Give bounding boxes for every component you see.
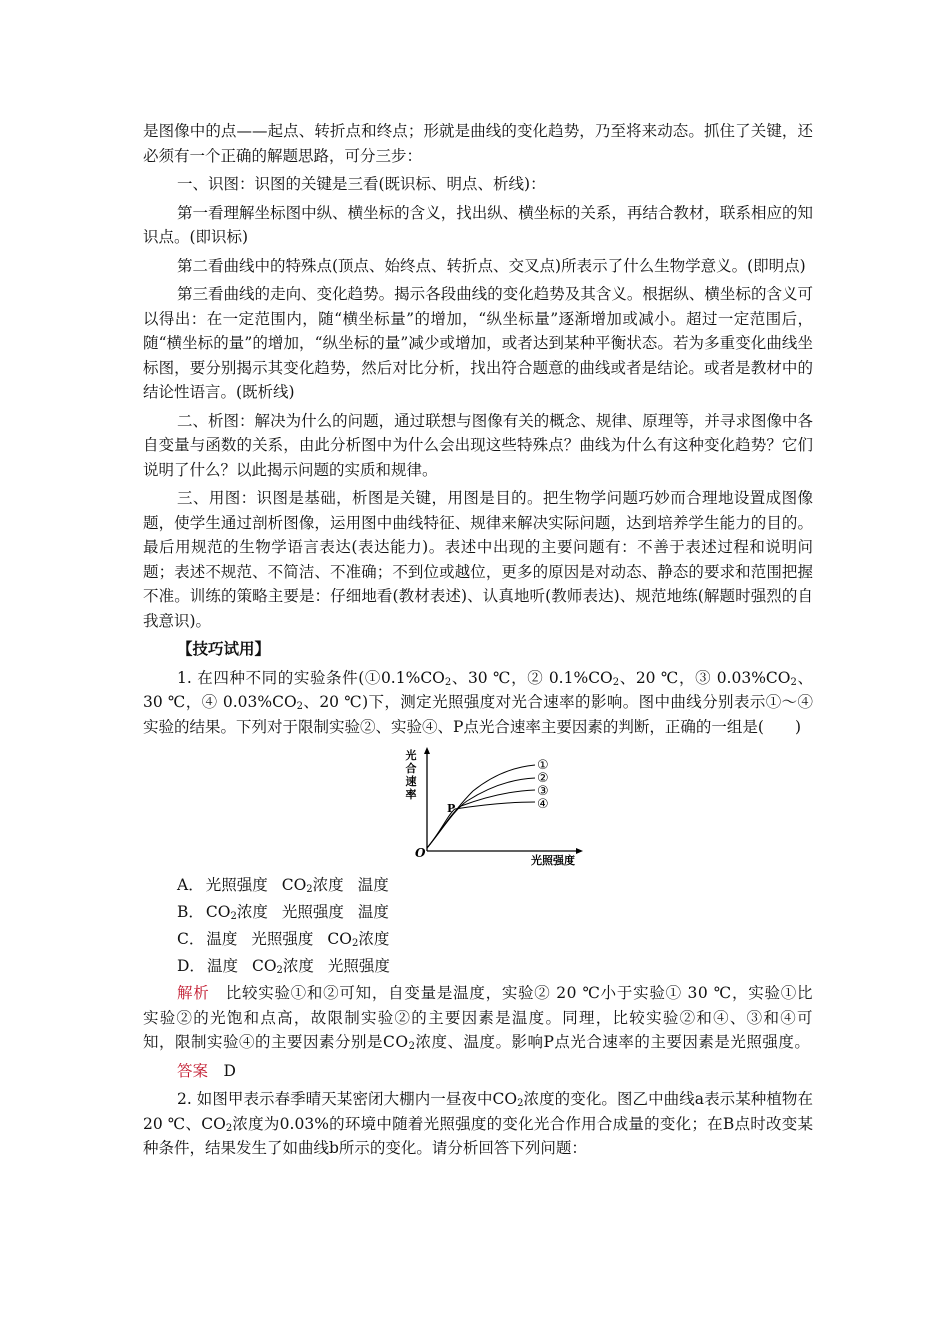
y-axis-label-char-4: 率 (405, 788, 417, 801)
question-1: 1. 在四种不同的实验条件($①0.1\%CO_2$、30 ℃，② $0.1\%CO_2$、20 ℃，③ $0.03\%CO_2$、30 ℃，④ $0.03\%CO_2$、20 ℃)下，测定光照强度对光合速率的影响。图中曲线分别表示①～④实验的结果。下列对于限制实验②、实验④、P点光合速率主要因素的判断，正确的一组是( ) (143, 668, 813, 736)
paragraph-third-look: 第三看曲线的走向、变化趋势。揭示各段曲线的变化趋势及其含义。根据纵、横坐标的含义可以得出：在一定范围内，随“横坐标量”的增加，“纵坐标量”逐渐增加或减小。超过一定范围后，随“横坐标的量”的增加，“纵坐标的量”减少或增加，或者达到某种平衡状态。若为多重变化曲线坐标图，要分别揭示其变化趋势，然后对比分析，找出符合题意的曲线或者是结论。或者是教材中的结论性语言。(既析线) (143, 285, 813, 401)
y-axis-label-char-2: 合 (405, 762, 417, 775)
x-axis-label: 光照强度 (531, 854, 575, 867)
curve-3 (427, 790, 535, 848)
analysis: 解析 比较实验①和②可知，自变量是温度，实验② 20 ℃小于实验① 30 ℃，实验①比实验②的光饱和点高，故限制实验②的主要因素是温度。同理，比较实验②和④、③和④可知，限制实验④的主要因素分别是$CO_2$浓度、温度。影响P点光合速率的主要因素是光照强度。 (143, 984, 813, 1052)
analysis-label: 解析 (177, 984, 210, 1002)
light-rate-graph (393, 745, 593, 867)
curve-label-2: ② (537, 771, 549, 786)
paragraph-second-look: 第二看曲线中的特殊点(顶点、始终点、转折点、交叉点)所表示了什么生物学意义。(即明点) (177, 256, 806, 275)
document-page (143, 119, 813, 1165)
curve-4 (427, 802, 535, 848)
y-axis-arrow (424, 747, 430, 754)
answer-label: 答案 (177, 1061, 209, 1080)
option-a: A． 光照强度 $CO_2$浓度 温度 (177, 876, 389, 895)
y-axis-label-char-3: 速 (405, 775, 417, 788)
point-p-label: P (447, 802, 456, 815)
option-c: C． 温度 光照强度 $CO_2$浓度 (177, 930, 390, 949)
answer: 答案 D (177, 1061, 236, 1080)
paragraph-intro: 是图像中的点——起点、转折点和终点；形就是曲线的变化趋势，乃至将来动态。抓住了关键，还必须有一个正确的解题思路，可分三步： (143, 122, 813, 165)
paragraph-step-one: 一、识图：识图的关键是三看(既识标、明点、析线)： (177, 175, 546, 193)
origin-label: O (415, 846, 426, 860)
curve-label-4: ④ (537, 797, 549, 812)
section-heading: 【技巧试用】 (177, 639, 271, 658)
question-2: 2. 如图甲表示春季晴天某密闭大棚内一昼夜中$CO_2$浓度的变化。图乙中曲线a表示某种植物在20 ℃、$CO_2$浓度为0.03%的环境中随着光照强度的变化光合作用合成量的变化；在B点时改变某种条件，结果发生了如曲线b所示的变化。请分析回答下列问题： (143, 1090, 813, 1157)
option-b: B． $CO_2$浓度 光照强度 温度 (177, 903, 389, 922)
paragraph-step-two: 二、析图：解决为什么的问题，通过联想与图像有关的概念、规律、原理等，并寻求图像中各自变量与函数的关系，由此分析图中为什么会出现这些特殊点？曲线为什么有这种变化趋势？它们说明了什么？以此揭示问题的实质和规律。 (143, 411, 813, 479)
curve-2 (427, 778, 535, 848)
curve-1 (427, 765, 535, 848)
light-rate-figure (143, 745, 813, 867)
curve-label-1: ① (537, 758, 549, 773)
x-axis-arrow (576, 848, 583, 854)
y-axis-label-char-1: 光 (405, 749, 417, 762)
curve-label-3: ③ (537, 784, 549, 799)
paragraph-step-three: 三、用图：识图是基础，析图是关键，用图是目的。把生物学问题巧妙而合理地设置成图像题，使学生通过剖析图像，运用图中曲线特征、规律来解决实际问题，达到培养学生能力的目的。最后用规范的生物学语言表达(表达能力)。表述中出现的主要问题有：不善于表述过程和说明问题；表述不规范、不简洁、不准确；不到位或越位，更多的原因是对动态、静态的要求和范围把握不准。训练的策略主要是：仔细地看(教材表述)、认真地听(教师表达)、规范地练(解题时强烈的自我意识)。 (143, 489, 813, 630)
option-d: D． 温度 $CO_2$浓度 光照强度 (177, 957, 390, 976)
paragraph-first-look: 第一看理解坐标图中纵、横坐标的含义，找出纵、横坐标的关系，再结合教材，联系相应的知识点。(即识标) (143, 203, 813, 246)
